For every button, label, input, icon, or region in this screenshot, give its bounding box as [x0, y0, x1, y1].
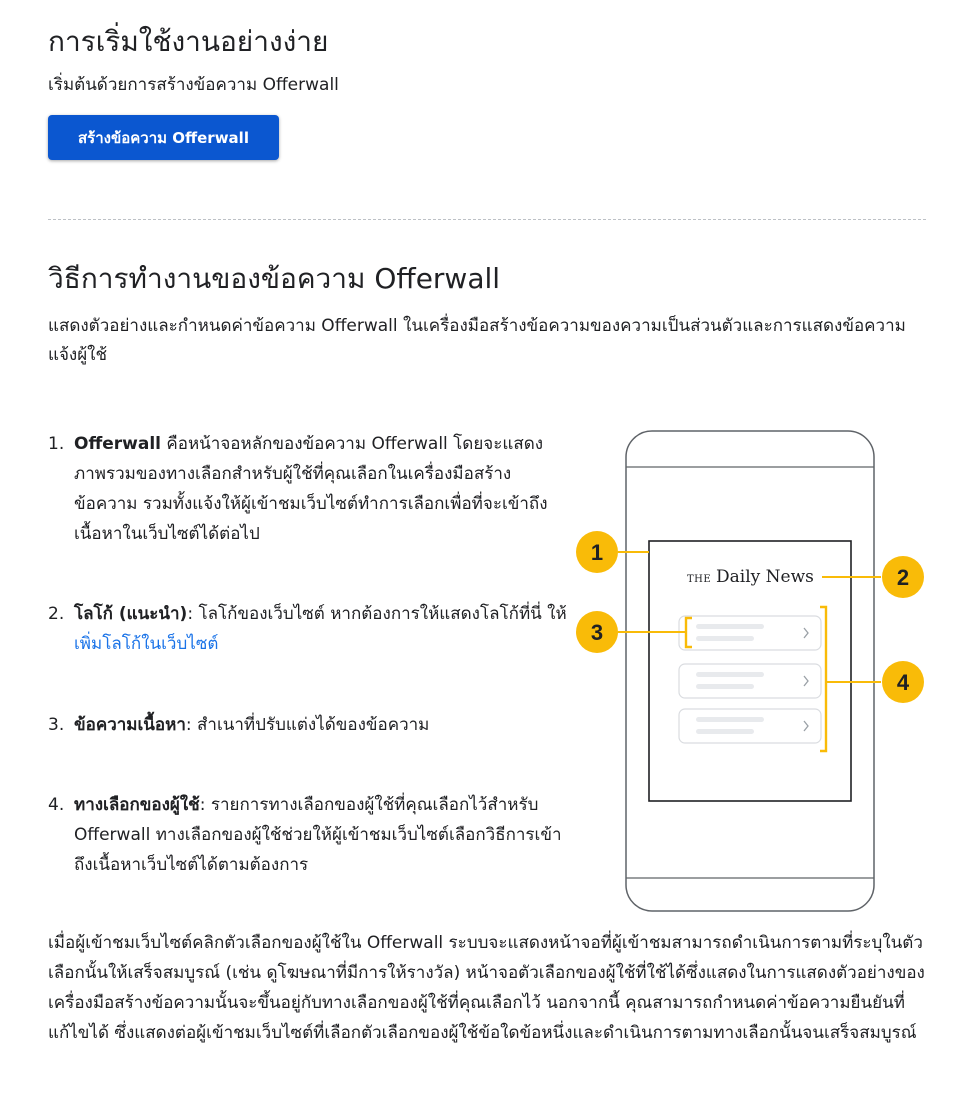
add-logo-link[interactable]: เพิ่มโลโก้ในเว็บไซต์	[74, 634, 219, 654]
list-item	[48, 429, 568, 549]
how-it-works-intro: แสดงตัวอย่างและกำหนดค่าข้อความ Offerwall ในเครื่องมือสร้างข้อความของความเป็นส่วนตัวและการแสดงข้อความแจ้งผู้ใช้	[48, 316, 906, 365]
phone-diagram	[570, 425, 960, 925]
list-item	[48, 710, 568, 740]
option-card	[679, 616, 821, 650]
list-item-description: : รายการทางเลือกของผู้ใช้ที่คุณเลือกไว้สำหรับ Offerwall ทางเลือกของผู้ใช้ช่วยให้ผู้เข้าชมเว็บไซต์เลือกวิธีการเข้าถึงเนื้อหาเว็บไซต์ได้ตามต้องการ	[74, 795, 562, 875]
masthead-prefix: THE	[687, 574, 712, 585]
callout-number: 1	[590, 540, 604, 565]
option-card	[679, 709, 821, 743]
section-divider	[48, 219, 926, 220]
callout-number: 3	[590, 620, 604, 645]
list-item-term: Offerwall	[74, 434, 161, 454]
list-item-number: 2.	[48, 604, 65, 624]
list-item	[48, 790, 568, 880]
list-item-description: คือหน้าจอหลักของข้อความ Offerwall โดยจะแสดงภาพรวมของทางเลือกสำหรับผู้ใช้ที่คุณเลือกในเครื่องมือสร้างข้อความ รวมทั้งแจ้งให้ผู้เข้าชมเว็บไซต์ทำการเลือกเพื่อที่จะเข้าถึงเนื้อหาในเว็บไซต์ได้ต่อไป	[74, 434, 548, 544]
list-item-term: ข้อความเนื้อหา	[74, 715, 186, 735]
masthead-name: Daily News	[716, 567, 814, 587]
how-it-works-outro: เมื่อผู้เข้าชมเว็บไซต์คลิกตัวเลือกของผู้ใช้ใน Offerwall ระบบจะแสดงหน้าจอที่ผู้เข้าชมสามารถดำเนินการตามที่ระบุในตัวเลือกนั้นให้เสร็จสมบูรณ์ (เช่น ดูโฆษณาที่มีการให้รางวัล) หน้าจอตัวเลือกของผู้ใช้ที่ใช้ได้ซึ่งแสดงในการแสดงตัวอย่างของเครื่องมือสร้างข้อความนั้นจะขึ้นอยู่กับทางเลือกของผู้ใช้ที่คุณเลือกไว้ นอกจากนี้ คุณสามารถกำหนดค่าข้อความยืนยันที่แก้ไขได้ ซึ่งแสดงต่อผู้เข้าชมเว็บไซต์ที่เลือกตัวเลือกของผู้ใช้ข้อใดข้อหนึ่งและดำเนินการตามทางเลือกนั้นจนเสร็จสมบูรณ์	[48, 933, 925, 1043]
offerwall-phone-illustration	[570, 425, 960, 925]
list-item-term: ทางเลือกของผู้ใช้	[74, 795, 200, 815]
callout-number: 4	[896, 670, 910, 695]
list-item-number: 1.	[48, 434, 65, 454]
list-item-number: 3.	[48, 715, 65, 735]
how-it-works-title: วิธีการทำงานของข้อความ Offerwall	[48, 262, 501, 295]
callout-number: 2	[896, 565, 910, 590]
list-item	[48, 599, 568, 659]
list-item-description: : สำเนาที่ปรับแต่งได้ของข้อความ	[185, 715, 430, 735]
create-offerwall-button[interactable]: สร้างข้อความ Offerwall	[48, 115, 279, 160]
list-item-term: โลโก้ (แนะนำ)	[74, 604, 188, 624]
getting-started-subtitle: เริ่มต้นด้วยการสร้างข้อความ Offerwall	[48, 75, 339, 95]
getting-started-title: การเริ่มใช้งานอย่างง่าย	[48, 25, 329, 58]
list-item-description: : โลโก้ของเว็บไซต์ หากต้องการให้แสดงโลโก้ที่นี่ ให้	[187, 604, 567, 624]
option-card	[679, 664, 821, 698]
list-item-number: 4.	[48, 795, 65, 815]
